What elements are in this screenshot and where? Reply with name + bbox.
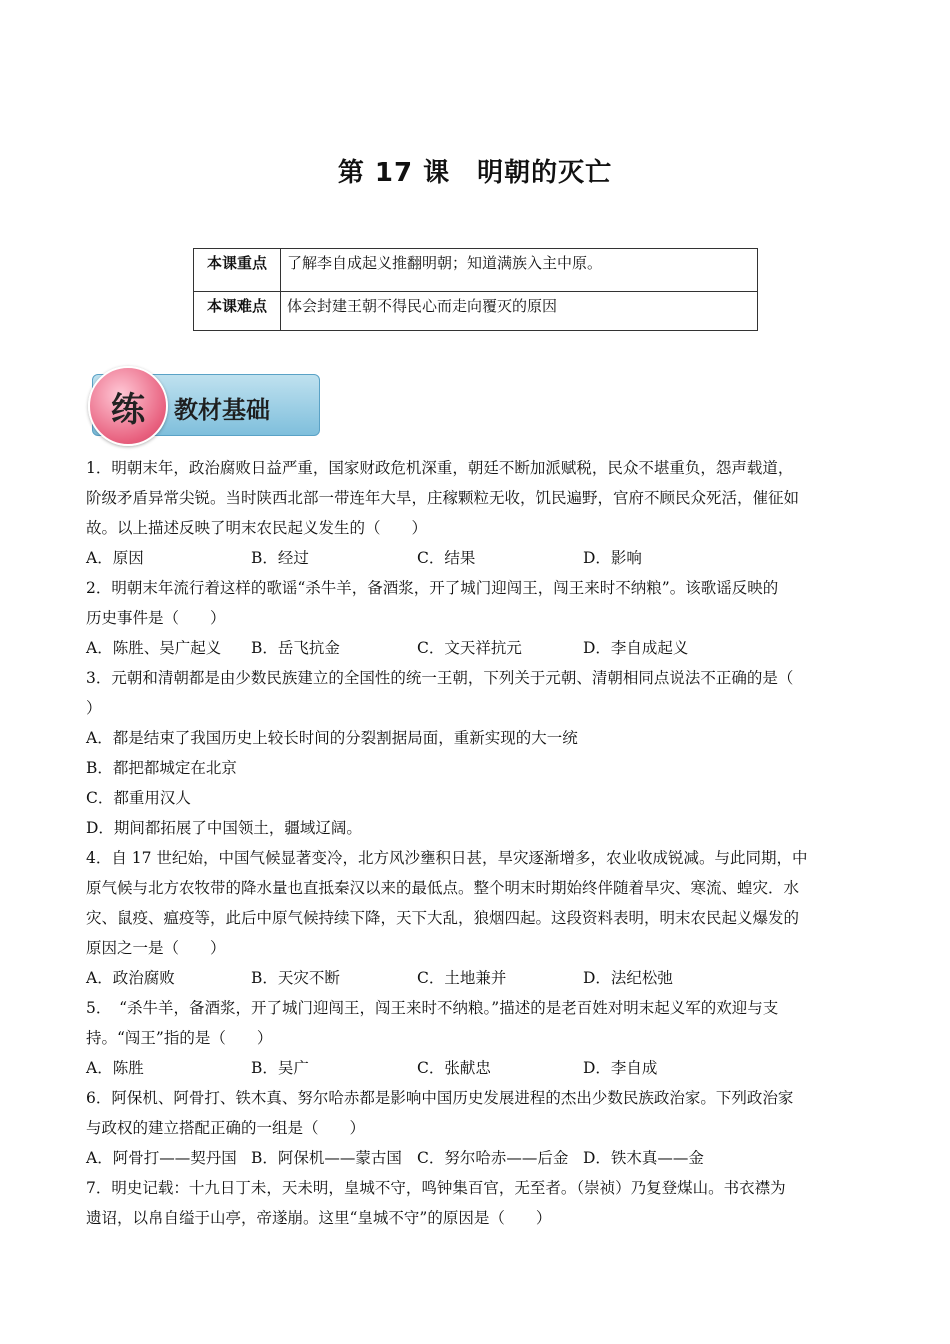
question-list <box>86 453 860 1233</box>
question-line: 3．元朝和清朝都是由少数民族建立的全国性的统一王朝，下列关于元朝、清朝相同点说法不正确的是（ <box>86 669 794 687</box>
question-line: 7．明史记载：十九日丁未，天未明，皇城不守，鸣钟集百官，无至者。（崇祯）乃复登煤山。书衣襟为 <box>86 1179 786 1197</box>
question-line: 5． “杀牛羊，备酒浆，开了城门迎闯王，闯王来时不纳粮。”描述的是老百姓对明末起义军的欢迎与支 <box>86 999 779 1017</box>
option-a[interactable]: A．阿骨打——契丹国 <box>86 1149 237 1167</box>
banner-badge: 练 <box>88 366 168 446</box>
question-1 <box>86 453 860 573</box>
option-b[interactable]: B．经过 <box>251 549 309 567</box>
difficulty-label: 本课难点 <box>194 292 281 331</box>
options-row <box>86 963 860 993</box>
question-line: 历史事件是（ ） <box>86 609 226 627</box>
question-line: 4．自 17 世纪始，中国气候显著变冷，北方风沙壅积日甚，旱灾逐渐增多，农业收成锐减。与此同期，中 <box>86 849 808 867</box>
focus-text: 了解李自成起义推翻明朝；知道满族入主中原。 <box>281 249 758 292</box>
lesson-focus-table <box>193 248 758 331</box>
option-a[interactable]: A．陈胜、吴广起义 <box>86 639 222 657</box>
option-d[interactable]: D．李自成 <box>583 1059 658 1077</box>
question-line: 故。以上描述反映了明末农民起义发生的（ ） <box>86 519 428 537</box>
option-d[interactable]: D．影响 <box>583 549 642 567</box>
options-row <box>86 1143 860 1173</box>
option-d[interactable]: D．法纪松弛 <box>583 969 673 987</box>
option-b[interactable]: B．阿保机——蒙古国 <box>251 1149 402 1167</box>
section-title: 教材基础 <box>174 396 270 424</box>
option-a[interactable]: A．陈胜 <box>86 1059 144 1077</box>
option-b[interactable]: B．天灾不断 <box>251 969 340 987</box>
option-a[interactable]: A．政治腐败 <box>86 969 175 987</box>
section-banner <box>88 366 320 442</box>
question-line: B．都把都城定在北京 <box>86 759 237 777</box>
question-2 <box>86 573 860 663</box>
option-c[interactable]: C．文天祥抗元 <box>417 639 522 657</box>
options-row <box>86 633 860 663</box>
question-line: 遗诏，以帛自缢于山亭，帝遂崩。这里“皇城不守”的原因是（ ） <box>86 1209 552 1227</box>
option-b[interactable]: B．吴广 <box>251 1059 309 1077</box>
question-4 <box>86 843 860 993</box>
question-line: 持。“闯王”指的是（ ） <box>86 1029 273 1047</box>
question-line: D．期间都拓展了中国领土，疆域辽阔。 <box>86 819 362 837</box>
option-d[interactable]: D．李自成起义 <box>583 639 689 657</box>
table-row <box>194 292 758 331</box>
option-a[interactable]: A．原因 <box>86 549 144 567</box>
options-row <box>86 543 860 573</box>
option-c[interactable]: C．张献忠 <box>417 1059 491 1077</box>
table-row <box>194 249 758 292</box>
question-line: 阶级矛盾异常尖锐。当时陕西北部一带连年大旱，庄稼颗粒无收，饥民遍野，官府不顾民众死活，催征如 <box>86 489 800 507</box>
option-c[interactable]: C．土地兼并 <box>417 969 507 987</box>
question-line: 与政权的建立搭配正确的一组是（ ） <box>86 1119 366 1137</box>
options-row <box>86 1053 860 1083</box>
question-line: 灾、鼠疫、瘟疫等，此后中原气候持续下降，天下大乱，狼烟四起。这段资料表明，明末农民起义爆发的 <box>86 909 800 927</box>
question-line: ） <box>86 699 102 717</box>
question-3 <box>86 663 860 843</box>
page-title: 第 17 课 明朝的灭亡 <box>337 158 613 188</box>
question-5 <box>86 993 860 1083</box>
difficulty-text: 体会封建王朝不得民心而走向覆灭的原因 <box>281 292 758 331</box>
question-7 <box>86 1173 860 1233</box>
question-line: C．都重用汉人 <box>86 789 191 807</box>
option-c[interactable]: C．结果 <box>417 549 476 567</box>
question-line: 原气候与北方农牧带的降水量也直抵秦汉以来的最低点。整个明末时期始终伴随着旱灾、寒流、蝗灾．水 <box>86 879 800 897</box>
question-line: 6．阿保机、阿骨打、铁木真、努尔哈赤都是影响中国历史发展进程的杰出少数民族政治家。下列政治家 <box>86 1089 794 1107</box>
option-b[interactable]: B．岳飞抗金 <box>251 639 340 657</box>
question-line: 1．明朝末年，政治腐败日益严重，国家财政危机深重，朝廷不断加派赋税，民众不堪重负，怨声载道， <box>86 459 794 477</box>
question-6 <box>86 1083 860 1173</box>
question-line: A．都是结束了我国历史上较长时间的分裂割据局面，重新实现的大一统 <box>86 729 578 747</box>
option-c[interactable]: C．努尔哈赤——后金 <box>417 1149 569 1167</box>
focus-label: 本课重点 <box>194 249 281 292</box>
question-line: 原因之一是（ ） <box>86 939 226 957</box>
option-d[interactable]: D．铁木真——金 <box>583 1149 704 1167</box>
question-line: 2．明朝末年流行着这样的歌谣“杀牛羊，备酒浆，开了城门迎闯王，闯王来时不纳粮”。该歌谣反映的 <box>86 579 779 597</box>
